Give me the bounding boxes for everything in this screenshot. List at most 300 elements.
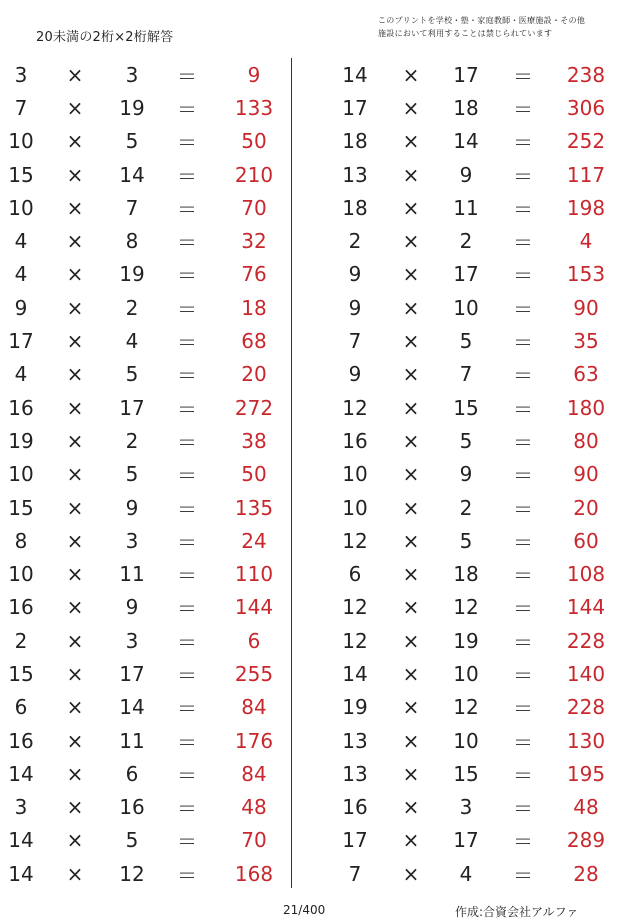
equals-sign: ＝: [513, 696, 533, 721]
times-sign: ×: [402, 861, 420, 886]
multiplier: 11: [453, 195, 479, 220]
multiplicand: 18: [342, 129, 368, 154]
answer: 110: [234, 562, 274, 587]
answer: 84: [241, 695, 267, 720]
multiplicand: 14: [342, 62, 368, 87]
times-sign: ×: [402, 661, 420, 686]
problem-row: [0, 391, 310, 424]
answer: 38: [241, 428, 267, 453]
multiplicand: 4: [14, 262, 28, 287]
equals-sign: ＝: [513, 829, 533, 854]
times-sign: ×: [402, 595, 420, 620]
answer: 28: [573, 861, 599, 886]
answer: 252: [566, 129, 606, 154]
multiplicand: 12: [342, 595, 368, 620]
equals-sign: ＝: [177, 696, 197, 721]
multiplicand: 7: [348, 329, 362, 354]
problem-row: [0, 624, 310, 657]
answer: 48: [241, 795, 267, 820]
multiplier: 2: [125, 428, 139, 453]
problem-row: [330, 58, 640, 91]
times-sign: ×: [402, 329, 420, 354]
multiplier: 17: [119, 661, 145, 686]
equals-sign: ＝: [513, 363, 533, 388]
multiplicand: 14: [8, 828, 34, 853]
multiplicand: 10: [342, 462, 368, 487]
problem-row: [330, 557, 640, 590]
multiplier: 3: [125, 62, 139, 87]
multiplicand: 16: [8, 728, 34, 753]
multiplicand: 14: [8, 861, 34, 886]
equals-sign: ＝: [177, 863, 197, 888]
multiplicand: 19: [8, 428, 34, 453]
answer: 133: [234, 95, 274, 120]
equals-sign: ＝: [177, 97, 197, 122]
multiplicand: 14: [342, 661, 368, 686]
equals-sign: ＝: [177, 497, 197, 521]
times-sign: ×: [66, 295, 84, 320]
multiplicand: 3: [14, 62, 28, 87]
multiplier: 2: [125, 295, 139, 320]
multiplier: 3: [125, 628, 139, 653]
times-sign: ×: [66, 695, 84, 720]
multiplier: 5: [125, 462, 139, 487]
answer: 20: [241, 362, 267, 387]
problem-row: [0, 757, 310, 790]
equals-sign: ＝: [177, 363, 197, 388]
multiplier: 3: [125, 528, 139, 553]
multiplier: 9: [125, 495, 139, 520]
times-sign: ×: [402, 428, 420, 453]
multiplier: 5: [459, 428, 473, 453]
problem-row: [330, 158, 640, 191]
times-sign: ×: [402, 62, 420, 87]
multiplier: 17: [453, 262, 479, 287]
multiplier: 17: [453, 62, 479, 87]
multiplicand: 12: [342, 628, 368, 653]
equals-sign: ＝: [513, 97, 533, 122]
multiplier: 2: [459, 229, 473, 254]
equals-sign: ＝: [177, 130, 197, 155]
equals-sign: ＝: [513, 763, 533, 788]
times-sign: ×: [66, 395, 84, 420]
equals-sign: ＝: [177, 330, 197, 355]
equals-sign: ＝: [513, 530, 533, 555]
answer: 140: [566, 661, 606, 686]
multiplier: 10: [453, 728, 479, 753]
problem-row: [0, 125, 310, 158]
problem-row: [0, 91, 310, 124]
problem-row: [330, 125, 640, 158]
problem-row: [330, 424, 640, 457]
answer: 70: [241, 828, 267, 853]
multiplier: 15: [453, 761, 479, 786]
equals-sign: ＝: [513, 863, 533, 888]
problem-row: [330, 824, 640, 857]
times-sign: ×: [66, 262, 84, 287]
multiplicand: 13: [342, 162, 368, 187]
answer: 130: [566, 728, 606, 753]
multiplicand: 19: [342, 695, 368, 720]
multiplicand: 9: [14, 295, 28, 320]
times-sign: ×: [402, 828, 420, 853]
multiplicand: 16: [8, 395, 34, 420]
multiplicand: 3: [14, 795, 28, 820]
answer: 35: [573, 329, 599, 354]
answer: 238: [566, 62, 606, 87]
times-sign: ×: [66, 229, 84, 254]
times-sign: ×: [402, 761, 420, 786]
answer: 272: [234, 395, 274, 420]
multiplicand: 6: [348, 562, 362, 587]
times-sign: ×: [402, 129, 420, 154]
multiplier: 17: [119, 395, 145, 420]
times-sign: ×: [66, 728, 84, 753]
answer: 289: [566, 828, 606, 853]
problem-row: [0, 158, 310, 191]
times-sign: ×: [66, 861, 84, 886]
times-sign: ×: [402, 495, 420, 520]
answer: 32: [241, 229, 267, 254]
equals-sign: ＝: [513, 197, 533, 222]
times-sign: ×: [66, 795, 84, 820]
problem-row: [0, 791, 310, 824]
problem-row: [0, 824, 310, 857]
problem-row: [330, 458, 640, 491]
equals-sign: ＝: [513, 164, 533, 189]
equals-sign: ＝: [513, 596, 533, 621]
problem-row: [330, 224, 640, 257]
equals-sign: ＝: [177, 663, 197, 688]
answer: 195: [566, 761, 606, 786]
multiplier: 19: [119, 95, 145, 120]
problem-row: [0, 191, 310, 224]
answer: 70: [241, 195, 267, 220]
multiplicand: 6: [14, 695, 28, 720]
multiplicand: 7: [14, 95, 28, 120]
multiplicand: 10: [342, 495, 368, 520]
multiplicand: 8: [14, 528, 28, 553]
multiplier: 10: [453, 661, 479, 686]
problem-row: [0, 324, 310, 357]
problem-row: [0, 224, 310, 257]
equals-sign: ＝: [177, 397, 197, 422]
multiplier: 18: [453, 95, 479, 120]
times-sign: ×: [66, 95, 84, 120]
equals-sign: ＝: [513, 330, 533, 355]
times-sign: ×: [66, 628, 84, 653]
problem-row: [330, 291, 640, 324]
multiplier: 9: [459, 162, 473, 187]
multiplier: 18: [453, 562, 479, 587]
answer: 50: [241, 462, 267, 487]
times-sign: ×: [402, 195, 420, 220]
equals-sign: ＝: [177, 530, 197, 555]
problem-row: [330, 757, 640, 790]
author-credit: 作成:合資会社アルファ: [455, 905, 579, 919]
multiplier: 7: [125, 195, 139, 220]
times-sign: ×: [66, 129, 84, 154]
times-sign: ×: [66, 462, 84, 487]
multiplier: 11: [119, 728, 145, 753]
times-sign: ×: [402, 162, 420, 187]
answer: 306: [566, 95, 606, 120]
problem-row: [330, 191, 640, 224]
times-sign: ×: [402, 528, 420, 553]
answer: 18: [241, 295, 267, 320]
problem-row: [330, 691, 640, 724]
answer: 153: [566, 262, 606, 287]
problem-row: [0, 258, 310, 291]
equals-sign: ＝: [177, 164, 197, 189]
multiplicand: 9: [348, 295, 362, 320]
times-sign: ×: [66, 329, 84, 354]
equals-sign: ＝: [177, 430, 197, 455]
multiplier: 14: [119, 695, 145, 720]
equals-sign: ＝: [177, 730, 197, 755]
answer: 50: [241, 129, 267, 154]
usage-notice: [378, 14, 585, 40]
multiplier: 14: [119, 162, 145, 187]
times-sign: ×: [66, 162, 84, 187]
multiplicand: 13: [342, 761, 368, 786]
answer: 20: [573, 495, 599, 520]
equals-sign: ＝: [513, 230, 533, 255]
multiplier: 4: [459, 861, 473, 886]
equals-sign: ＝: [177, 263, 197, 288]
times-sign: ×: [66, 528, 84, 553]
problem-row: [0, 857, 310, 890]
answer: 210: [234, 162, 274, 187]
multiplicand: 15: [8, 495, 34, 520]
problem-row: [0, 291, 310, 324]
answer: 168: [234, 861, 274, 886]
answer: 228: [566, 695, 606, 720]
multiplier: 5: [125, 828, 139, 853]
answer: 63: [573, 362, 599, 387]
times-sign: ×: [66, 428, 84, 453]
problem-row: [330, 857, 640, 890]
problem-row: [330, 391, 640, 424]
answer: 68: [241, 329, 267, 354]
problem-row: [0, 424, 310, 457]
problem-row: [330, 524, 640, 557]
worksheet-title: 20未満の2桁×2桁解答: [36, 30, 174, 45]
answer: 90: [573, 295, 599, 320]
multiplier: 8: [125, 229, 139, 254]
answer: 198: [566, 195, 606, 220]
answer: 90: [573, 462, 599, 487]
answer: 9: [247, 62, 261, 87]
answer: 176: [234, 728, 274, 753]
times-sign: ×: [66, 362, 84, 387]
answer: 24: [241, 528, 267, 553]
answer: 48: [573, 795, 599, 820]
multiplier: 3: [459, 795, 473, 820]
multiplicand: 17: [342, 828, 368, 853]
times-sign: ×: [66, 828, 84, 853]
equals-sign: ＝: [513, 563, 533, 588]
multiplier: 17: [453, 828, 479, 853]
problem-row: [330, 324, 640, 357]
multiplicand: 16: [342, 428, 368, 453]
multiplicand: 12: [342, 395, 368, 420]
problem-row: [0, 657, 310, 690]
times-sign: ×: [402, 95, 420, 120]
answer: 108: [566, 562, 606, 587]
equals-sign: ＝: [513, 630, 533, 655]
multiplicand: 7: [348, 861, 362, 886]
times-sign: ×: [402, 295, 420, 320]
answer: 80: [573, 428, 599, 453]
right-problem-column: [330, 58, 640, 890]
multiplicand: 10: [8, 462, 34, 487]
multiplier: 12: [453, 695, 479, 720]
problem-row: [0, 358, 310, 391]
times-sign: ×: [402, 728, 420, 753]
times-sign: ×: [66, 62, 84, 87]
problem-row: [330, 724, 640, 757]
times-sign: ×: [402, 562, 420, 587]
problem-row: [330, 657, 640, 690]
equals-sign: ＝: [513, 397, 533, 422]
multiplicand: 2: [348, 229, 362, 254]
multiplicand: 10: [8, 129, 34, 154]
multiplier: 14: [453, 129, 479, 154]
answer: 76: [241, 262, 267, 287]
problem-row: [0, 524, 310, 557]
answer: 60: [573, 528, 599, 553]
problem-row: [330, 258, 640, 291]
times-sign: ×: [66, 595, 84, 620]
multiplier: 6: [125, 761, 139, 786]
times-sign: ×: [402, 462, 420, 487]
answer: 4: [579, 229, 593, 254]
equals-sign: ＝: [513, 430, 533, 455]
equals-sign: ＝: [177, 829, 197, 854]
answer: 84: [241, 761, 267, 786]
times-sign: ×: [402, 362, 420, 387]
problem-row: [0, 691, 310, 724]
multiplier: 2: [459, 495, 473, 520]
problem-row: [0, 491, 310, 524]
equals-sign: ＝: [177, 596, 197, 621]
times-sign: ×: [402, 695, 420, 720]
times-sign: ×: [402, 795, 420, 820]
multiplicand: 14: [8, 761, 34, 786]
times-sign: ×: [402, 395, 420, 420]
equals-sign: ＝: [177, 463, 197, 488]
answer: 117: [566, 162, 606, 187]
problem-row: [330, 91, 640, 124]
multiplier: 19: [119, 262, 145, 287]
usage-notice-line-2: 施設において利用することは禁じられています: [378, 29, 553, 38]
equals-sign: ＝: [177, 563, 197, 588]
multiplicand: 4: [14, 362, 28, 387]
multiplicand: 10: [8, 562, 34, 587]
multiplier: 5: [459, 329, 473, 354]
left-problem-column: [0, 58, 310, 890]
problem-row: [330, 491, 640, 524]
multiplier: 10: [453, 295, 479, 320]
answer: 144: [566, 595, 606, 620]
multiplier: 5: [125, 129, 139, 154]
multiplicand: 4: [14, 229, 28, 254]
multiplier: 5: [125, 362, 139, 387]
equals-sign: ＝: [513, 730, 533, 755]
problem-row: [0, 591, 310, 624]
times-sign: ×: [66, 761, 84, 786]
multiplier: 5: [459, 528, 473, 553]
multiplier: 9: [125, 595, 139, 620]
equals-sign: ＝: [177, 630, 197, 655]
equals-sign: ＝: [513, 297, 533, 322]
problem-row: [0, 58, 310, 91]
equals-sign: ＝: [177, 64, 197, 89]
equals-sign: ＝: [513, 263, 533, 288]
problem-row: [330, 358, 640, 391]
answer: 135: [234, 495, 274, 520]
problem-row: [0, 458, 310, 491]
multiplicand: 13: [342, 728, 368, 753]
multiplicand: 18: [342, 195, 368, 220]
multiplier: 4: [125, 329, 139, 354]
multiplier: 12: [119, 861, 145, 886]
multiplicand: 17: [8, 329, 34, 354]
answer: 228: [566, 628, 606, 653]
answer: 6: [247, 628, 261, 653]
multiplicand: 9: [348, 262, 362, 287]
multiplicand: 2: [14, 628, 28, 653]
multiplicand: 16: [342, 795, 368, 820]
equals-sign: ＝: [513, 497, 533, 521]
problem-row: [0, 557, 310, 590]
equals-sign: ＝: [513, 130, 533, 155]
times-sign: ×: [402, 262, 420, 287]
equals-sign: ＝: [513, 64, 533, 89]
times-sign: ×: [66, 495, 84, 520]
multiplicand: 10: [8, 195, 34, 220]
times-sign: ×: [402, 229, 420, 254]
column-divider: [291, 58, 292, 888]
equals-sign: ＝: [177, 297, 197, 322]
times-sign: ×: [66, 562, 84, 587]
equals-sign: ＝: [177, 230, 197, 255]
equals-sign: ＝: [177, 763, 197, 788]
multiplicand: 15: [8, 162, 34, 187]
multiplier: 15: [453, 395, 479, 420]
problem-row: [330, 591, 640, 624]
times-sign: ×: [66, 661, 84, 686]
page-number: 21/400: [283, 903, 326, 917]
answer: 180: [566, 395, 606, 420]
multiplier: 11: [119, 562, 145, 587]
equals-sign: ＝: [513, 663, 533, 688]
multiplier: 7: [459, 362, 473, 387]
multiplier: 9: [459, 462, 473, 487]
problem-row: [330, 791, 640, 824]
times-sign: ×: [402, 628, 420, 653]
multiplicand: 15: [8, 661, 34, 686]
multiplier: 16: [119, 795, 145, 820]
multiplicand: 16: [8, 595, 34, 620]
times-sign: ×: [66, 195, 84, 220]
multiplicand: 17: [342, 95, 368, 120]
multiplier: 12: [453, 595, 479, 620]
multiplicand: 12: [342, 528, 368, 553]
equals-sign: ＝: [513, 463, 533, 488]
usage-notice-line-1: このプリントを学校・塾・家庭教師・医療施設・その他: [378, 16, 586, 25]
